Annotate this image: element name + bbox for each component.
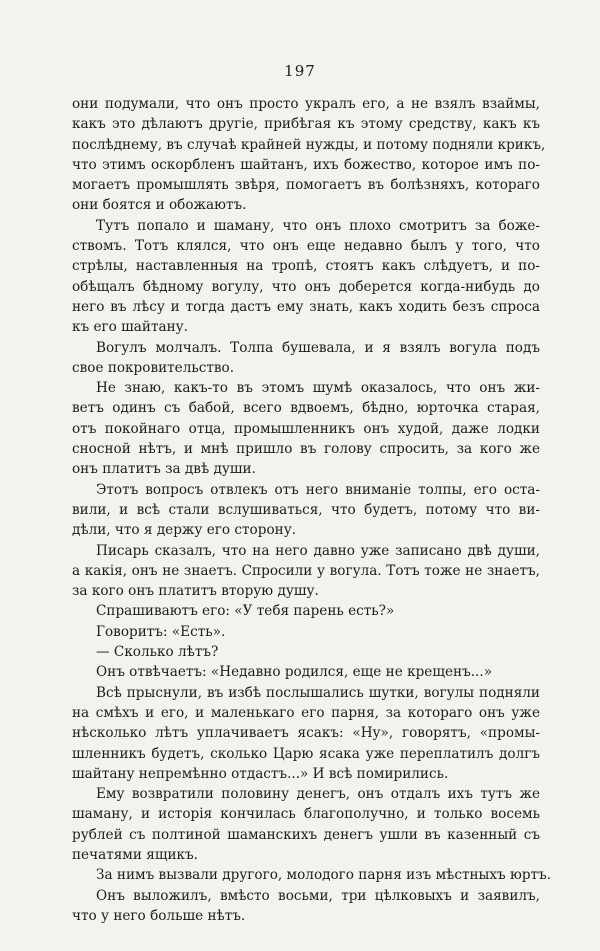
text-line: какъ это дѣлаютъ другіе, прибѣгая къ этому средству, какъ къ: [72, 116, 540, 133]
text-line: шаману, и исторія кончилась благополучно, и только восемь: [72, 806, 540, 823]
text-line: — Сколько лѣтъ?: [96, 644, 219, 661]
body-text: [72, 94, 552, 926]
text-line: Вогулъ молчалъ. Толпа бушевала, и я взялъ вогула подъ: [96, 339, 540, 356]
text-line: послѣднему, въ случаѣ крайней нужды, и потому подняли крикъ,: [72, 136, 546, 153]
text-line: За нимъ вызвали другого, молодого парня изъ мѣстныхъ юртъ.: [96, 867, 552, 884]
text-line: Онъ выложилъ, вмѣсто восьми, три цѣлковыхъ и заявилъ,: [96, 887, 540, 904]
text-line: Не знаю, какъ-то въ этомъ шумѣ оказалось, что онъ жи-: [96, 380, 540, 397]
page-number: 197: [284, 62, 316, 80]
text-line: что этимъ оскорбленъ шайтанъ, ихъ божество, которое имъ по-: [72, 156, 540, 173]
text-line: стрѣлы, наставленныя на тропѣ, стоятъ какъ слѣдуетъ, и по-: [72, 258, 540, 275]
text-line: Этотъ вопросъ отвлекъ отъ него вниманіе толпы, его оста-: [96, 481, 540, 498]
text-line: къ его шайтану.: [72, 319, 188, 336]
text-line: Онъ отвѣчаетъ: «Недавно родился, еще не крещенъ...»: [96, 664, 493, 681]
text-line: ствомъ. Тотъ клялся, что онъ еще недавно былъ у того, что: [72, 238, 540, 255]
text-line: нѣсколько лѣтъ уплачиваетъ ясакъ: «Ну», говорятъ, «промы-: [72, 725, 540, 742]
text-line: Ему возвратили половину денегъ, онъ отдалъ ихъ тутъ же: [96, 786, 540, 803]
text-line: они подумали, что онъ просто укралъ его, а не взялъ взаймы,: [72, 96, 540, 112]
text-line: шайтану непремѣнно отдастъ...» И всѣ помирились.: [72, 765, 449, 782]
text-line: могаетъ промышлять звѣря, помогаетъ въ болѣзняхъ, котораго: [72, 177, 540, 194]
text-line: отъ покойнаго отца, промышленникъ онъ худой, даже лодки: [72, 420, 540, 437]
text-line: рублей съ полтиной шаманскихъ денегъ ушли въ казенный съ: [72, 826, 540, 843]
text-line: дѣли, что я держу его сторону.: [72, 522, 297, 539]
text-line: за кого онъ платитъ вторую душу.: [72, 583, 319, 600]
text-line: Говоритъ: «Есть».: [96, 623, 226, 640]
text-line: на смѣхъ и его, и маленькаго его парня, за котораго онъ уже: [72, 704, 540, 721]
text-line: обѣщалъ бѣдному вогулу, что онъ доберется когда-нибудь до: [72, 278, 540, 295]
text-line: Писарь сказалъ, что на него давно уже записано двѣ души,: [96, 542, 540, 559]
text-line: что у него больше нѣтъ.: [72, 907, 246, 924]
text-line: ветъ одинъ съ бабой, всего вдвоемъ, бѣдно, юрточка старая,: [72, 400, 540, 417]
text-line: они боятся и обожаютъ.: [72, 197, 247, 214]
text-line: онъ платитъ за двѣ души.: [72, 461, 256, 478]
text-line: вили, и всѣ стали вслушиваться, что будетъ, потому что ви-: [72, 501, 540, 518]
text-line: свое покровительство.: [72, 359, 235, 376]
text-line: шленникъ будетъ, сколько Царю ясака уже переплатилъ долгъ: [72, 745, 540, 762]
text-line: него въ лѣсу и тогда дастъ ему знать, какъ ходить безъ спроса: [72, 298, 540, 315]
text-line: печатями ящикъ.: [72, 846, 198, 863]
text-line: Спрашиваютъ его: «У тебя парень есть?»: [96, 603, 395, 620]
text-line: сносной нѣтъ, и мнѣ пришло въ голову спросить, за кого же: [72, 441, 540, 458]
text-line: а какія, онъ не знаетъ. Спросили у вогула. Тотъ тоже не знаетъ,: [72, 562, 540, 579]
text-line: Тутъ попало и шаману, что онъ плохо смотритъ за боже-: [96, 217, 540, 234]
text-line: Всѣ прыснули, въ избѣ послышались шутки, вогулы подняли: [96, 684, 540, 701]
